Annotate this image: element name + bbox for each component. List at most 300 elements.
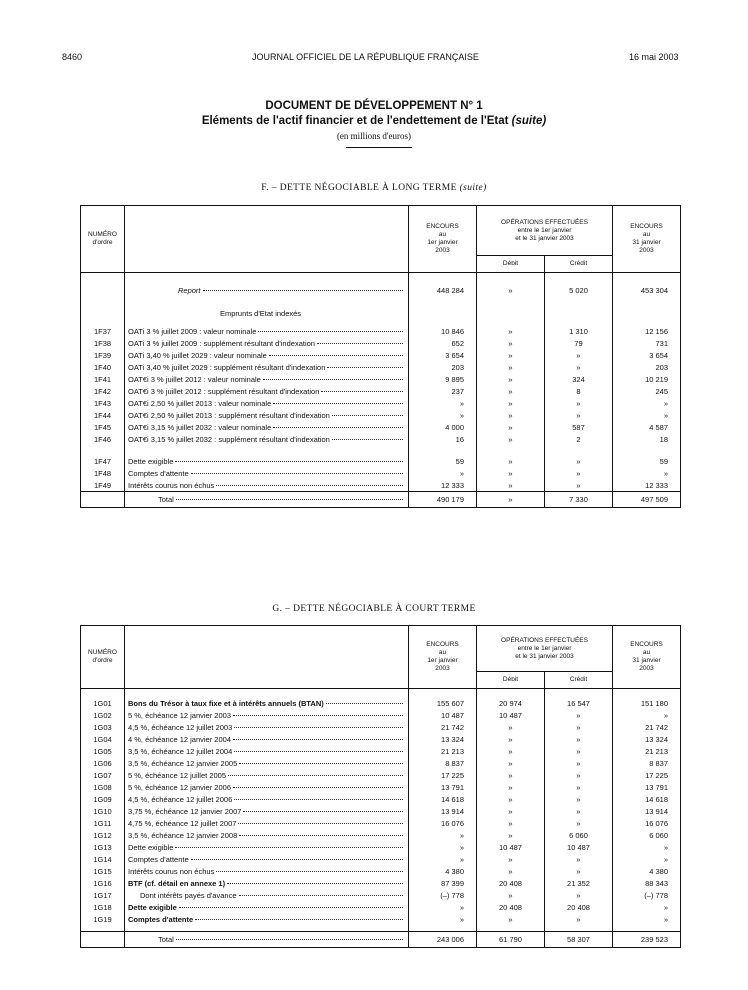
col-header-encours-fin: ENCOURS au 31 janvier 2003 <box>613 206 681 273</box>
row-label-text: OATi 3 % juillet 2009 : valeur nominale <box>128 326 257 336</box>
row-number <box>81 301 125 325</box>
dot-leader <box>327 367 403 368</box>
encours-fin-cell: 731 <box>655 338 669 348</box>
row-label <box>125 932 409 948</box>
table-row <box>81 721 681 733</box>
section-f-title-text: F. – DETTE NÉGOCIABLE À LONG TERME <box>261 183 457 193</box>
debit-cell: » <box>477 769 545 781</box>
row-number: 1F41 <box>81 373 125 385</box>
document-subtitle <box>0 115 748 127</box>
debit-cell: » <box>477 913 545 925</box>
row-label-text: 3,5 %, échéance 12 janvier 2005 <box>128 758 238 768</box>
encours-fin-cell: 4 380 <box>649 866 669 876</box>
spacer-cell <box>613 689 681 698</box>
col-header-label <box>125 206 409 273</box>
credit-cell: » <box>545 817 613 829</box>
dot-leader <box>239 763 403 764</box>
debit-cell: » <box>477 757 545 769</box>
row-label <box>125 829 409 841</box>
debit-cell: » <box>477 397 545 409</box>
table-row <box>81 479 681 492</box>
encours-debut-cell: 243 006 <box>409 932 477 948</box>
encours-fin-cell: » <box>663 398 669 408</box>
dot-leader <box>263 379 403 380</box>
row-label-text: BTF (cf. détail en annexe 1) <box>128 878 226 888</box>
encours-debut-cell: » <box>409 901 477 913</box>
credit-cell: » <box>545 349 613 361</box>
debit-cell: » <box>477 492 545 508</box>
table-row <box>81 697 681 709</box>
table-row <box>81 455 681 467</box>
col-header-operations: OPÉRATIONS EFFECTUÉES entre le 1er janvier et le 31 janvier 2003 <box>477 626 613 672</box>
dot-leader <box>176 499 403 500</box>
debit-cell: » <box>477 467 545 479</box>
credit-cell: 10 487 <box>545 841 613 853</box>
spacer-cell <box>477 445 545 455</box>
credit-cell: » <box>545 733 613 745</box>
table-row <box>81 733 681 745</box>
credit-cell: » <box>545 913 613 925</box>
row-label <box>125 841 409 853</box>
row-label <box>125 913 409 925</box>
row-label <box>125 421 409 433</box>
row-label <box>125 889 409 901</box>
encours-debut-cell: 10 487 <box>409 709 477 721</box>
encours-fin-cell: 10 219 <box>645 374 669 384</box>
debit-cell: » <box>477 865 545 877</box>
encours-fin-cell: 12 333 <box>645 480 669 490</box>
table-row <box>81 829 681 841</box>
credit-cell: » <box>545 361 613 373</box>
row-label <box>125 397 409 409</box>
row-label <box>125 781 409 793</box>
row-label <box>125 325 409 337</box>
row-number: 1G04 <box>81 733 125 745</box>
encours-debut-cell: 13 914 <box>409 805 477 817</box>
encours-debut-cell: » <box>409 841 477 853</box>
row-number: 1F46 <box>81 433 125 445</box>
row-label-text: Dette exigible <box>128 842 174 852</box>
subtitle-suite: (suite) <box>511 115 547 127</box>
credit-cell: 58 307 <box>545 932 613 948</box>
dot-leader <box>227 883 403 884</box>
debit-cell: » <box>477 721 545 733</box>
row-number: 1G12 <box>81 829 125 841</box>
credit-cell: » <box>545 853 613 865</box>
table-row <box>81 853 681 865</box>
dot-leader <box>176 939 403 940</box>
debit-cell: » <box>477 279 545 301</box>
encours-debut-cell: » <box>409 829 477 841</box>
debit-cell: » <box>477 479 545 492</box>
row-label <box>125 877 409 889</box>
credit-cell: » <box>545 721 613 733</box>
row-label <box>125 721 409 733</box>
encours-debut-cell: 17 225 <box>409 769 477 781</box>
debit-cell: 10 487 <box>477 841 545 853</box>
row-number <box>81 279 125 301</box>
credit-cell: 16 547 <box>545 697 613 709</box>
credit-cell: 8 <box>545 385 613 397</box>
encours-fin-cell: 3 654 <box>649 350 669 360</box>
row-label-text: 5 %, échéance 12 janvier 2006 <box>128 782 231 792</box>
row-number: 1G03 <box>81 721 125 733</box>
row-number: 1G18 <box>81 901 125 913</box>
debit-cell: » <box>477 829 545 841</box>
col-header-credit: Crédit <box>545 256 613 273</box>
table-row <box>81 409 681 421</box>
row-number: 1G08 <box>81 781 125 793</box>
encours-debut-cell: 16 076 <box>409 817 477 829</box>
table-row <box>81 865 681 877</box>
row-label-text: OAT€i 2,50 % juillet 2013 : supplément résultant d'indexation <box>128 410 330 420</box>
row-label <box>125 769 409 781</box>
credit-cell: » <box>545 745 613 757</box>
table-row <box>81 889 681 901</box>
encours-fin-cell: 21 213 <box>645 746 669 756</box>
section-g-title: G. – DETTE NÉGOCIABLE À COURT TERME <box>272 604 476 614</box>
subtitle-text: Eléments de l'actif financier et de l'endettement de l'Etat <box>201 115 509 127</box>
section-f-suite: (suite) <box>459 183 487 193</box>
encours-fin-cell: 13 791 <box>645 782 669 792</box>
row-number: 1G02 <box>81 709 125 721</box>
credit-cell: 2 <box>545 433 613 445</box>
spacer-row <box>81 445 681 455</box>
row-label <box>125 793 409 805</box>
debit-cell: 10 487 <box>477 709 545 721</box>
debit-cell: » <box>477 853 545 865</box>
col-header-credit: Crédit <box>545 672 613 689</box>
row-label-text: Intérêts courus non échus <box>128 866 215 876</box>
credit-cell: » <box>545 409 613 421</box>
encours-debut-cell: 8 837 <box>409 757 477 769</box>
row-number <box>81 932 125 948</box>
row-label <box>125 805 409 817</box>
spacer-cell <box>545 689 613 698</box>
encours-debut-cell: 12 333 <box>409 479 477 492</box>
row-label <box>125 373 409 385</box>
spacer-cell <box>81 689 125 698</box>
report-row <box>81 279 681 301</box>
row-label <box>125 433 409 445</box>
encours-fin-cell: 59 <box>659 456 669 466</box>
encours-fin-cell: » <box>663 842 669 852</box>
journal-title: JOURNAL OFFICIEL DE LA RÉPUBLIQUE FRANÇAISE <box>252 52 479 62</box>
encours-fin-cell: 17 225 <box>645 770 669 780</box>
debit-cell: » <box>477 349 545 361</box>
dot-leader <box>233 787 403 788</box>
encours-debut-cell: » <box>409 397 477 409</box>
dot-leader <box>234 799 403 800</box>
debit-cell: » <box>477 455 545 467</box>
dot-leader <box>321 391 403 392</box>
table-row <box>81 709 681 721</box>
debit-cell: » <box>477 745 545 757</box>
encours-debut-cell: » <box>409 853 477 865</box>
row-number: 1G05 <box>81 745 125 757</box>
row-label-text: 4,75 %, échéance 12 juillet 2007 <box>128 818 237 828</box>
dot-leader <box>239 835 403 836</box>
dot-leader <box>191 473 403 474</box>
debit-cell: 61 790 <box>477 932 545 948</box>
row-number <box>81 492 125 508</box>
row-label <box>125 697 409 709</box>
spacer-cell <box>545 445 613 455</box>
debit-cell: » <box>477 361 545 373</box>
credit-cell: » <box>545 397 613 409</box>
row-label <box>125 745 409 757</box>
debit-cell: 20 974 <box>477 697 545 709</box>
table-row <box>81 397 681 409</box>
table-row <box>81 769 681 781</box>
row-number: 1F45 <box>81 421 125 433</box>
row-label-text: OAT€i 3 % juillet 2012 : supplément résultant d'indexation <box>128 386 320 396</box>
encours-debut-cell: 87 399 <box>409 877 477 889</box>
dot-leader <box>258 331 403 332</box>
encours-debut-cell: 13 324 <box>409 733 477 745</box>
row-label <box>125 901 409 913</box>
dot-leader <box>203 290 403 291</box>
col-header-operations: OPÉRATIONS EFFECTUÉES entre le 1er janvier et le 31 janvier 2003 <box>477 206 613 256</box>
credit-cell: 20 408 <box>545 901 613 913</box>
encours-debut-cell: 13 791 <box>409 781 477 793</box>
title-divider <box>346 147 412 148</box>
dot-leader <box>273 403 403 404</box>
table-row <box>81 901 681 913</box>
row-number: 1G19 <box>81 913 125 925</box>
empty-cell <box>409 301 477 325</box>
table-row <box>81 793 681 805</box>
spacer-cell <box>477 689 545 698</box>
row-label <box>125 349 409 361</box>
dot-leader <box>175 847 403 848</box>
row-label <box>125 709 409 721</box>
encours-fin-cell: 18 <box>659 434 669 444</box>
encours-fin-cell: » <box>663 710 669 720</box>
encours-debut-cell: 16 <box>409 433 477 445</box>
table-row <box>81 805 681 817</box>
spacer-cell <box>409 445 477 455</box>
credit-cell: » <box>545 479 613 492</box>
debit-cell: » <box>477 733 545 745</box>
debit-cell: » <box>477 373 545 385</box>
dot-leader <box>179 907 403 908</box>
table-row <box>81 385 681 397</box>
encours-fin-cell: 16 076 <box>645 818 669 828</box>
row-number: 1G17 <box>81 889 125 901</box>
table-row <box>81 817 681 829</box>
table-row <box>81 877 681 889</box>
credit-cell: 6 060 <box>545 829 613 841</box>
spacer-cell <box>81 445 125 455</box>
row-label-text: OATi 3,40 % juillet 2029 : supplément résultant d'indexation <box>128 362 326 372</box>
dot-leader <box>317 343 403 344</box>
encours-fin-cell: 203 <box>655 362 669 372</box>
credit-cell: » <box>545 757 613 769</box>
encours-debut-cell: 203 <box>409 361 477 373</box>
debit-cell: » <box>477 337 545 349</box>
encours-fin-cell: 13 324 <box>645 734 669 744</box>
table-row <box>81 361 681 373</box>
spacer-row <box>81 689 681 698</box>
row-label <box>125 337 409 349</box>
row-label-text: Dont intérêts payés d'avance <box>140 890 237 900</box>
encours-debut-cell: 448 284 <box>409 279 477 301</box>
credit-cell: 7 330 <box>545 492 613 508</box>
encours-fin-cell: 12 156 <box>645 326 669 336</box>
encours-debut-cell: (–) 778 <box>409 889 477 901</box>
row-number: 1G09 <box>81 793 125 805</box>
credit-cell: » <box>545 889 613 901</box>
row-label-text: OAT€i 3,15 % juillet 2032 : supplément résultant d'indexation <box>128 434 330 444</box>
report-label-text: Report <box>178 285 201 295</box>
encours-fin-cell: » <box>663 410 669 420</box>
credit-cell: » <box>545 781 613 793</box>
issue-date: 16 mai 2003 <box>629 52 679 62</box>
credit-cell: » <box>545 769 613 781</box>
row-number: 1F47 <box>81 455 125 467</box>
encours-fin-cell: » <box>663 468 669 478</box>
encours-debut-cell: 10 846 <box>409 325 477 337</box>
col-header-label <box>125 626 409 689</box>
spacer-cell <box>125 689 409 698</box>
col-header-encours-debut: ENCOURS au 1er janvier 2003 <box>409 626 477 689</box>
row-label-text: 4,5 %, échéance 12 juillet 2006 <box>128 794 233 804</box>
debit-cell: » <box>477 817 545 829</box>
credit-cell: » <box>545 709 613 721</box>
encours-fin-cell: » <box>663 914 669 924</box>
credit-cell: » <box>545 805 613 817</box>
debit-cell: 20 408 <box>477 901 545 913</box>
col-header-debit: Débit <box>477 672 545 689</box>
encours-debut-cell: 21 213 <box>409 745 477 757</box>
row-number: 1G07 <box>81 769 125 781</box>
table-long-term-debt <box>80 205 681 508</box>
row-label-text: 4 %, échéance 12 janvier 2004 <box>128 734 231 744</box>
dot-leader <box>234 751 403 752</box>
debit-cell: » <box>477 781 545 793</box>
row-label-text: Dette exigible <box>128 456 174 466</box>
credit-cell: 21 352 <box>545 877 613 889</box>
spacer-cell <box>409 689 477 698</box>
table-short-term-debt <box>80 625 681 948</box>
encours-debut-cell: » <box>409 409 477 421</box>
encours-fin-cell: 88 343 <box>645 878 669 888</box>
row-number: 1G16 <box>81 877 125 889</box>
dot-leader <box>326 703 403 704</box>
encours-debut-cell: » <box>409 913 477 925</box>
credit-cell: » <box>545 455 613 467</box>
row-label <box>125 733 409 745</box>
credit-cell: » <box>545 793 613 805</box>
table-row <box>81 841 681 853</box>
encours-fin-cell: 13 914 <box>645 806 669 816</box>
dot-leader <box>234 727 403 728</box>
dot-leader <box>195 919 403 920</box>
credit-cell: 587 <box>545 421 613 433</box>
encours-debut-cell: 21 742 <box>409 721 477 733</box>
encours-fin-cell: » <box>663 854 669 864</box>
report-label <box>125 279 409 301</box>
dot-leader <box>269 355 403 356</box>
spacer-cell <box>613 445 681 455</box>
table-row <box>81 757 681 769</box>
spacer-cell <box>125 445 409 455</box>
debit-cell: » <box>477 409 545 421</box>
encours-debut-cell: 490 179 <box>409 492 477 508</box>
table-row <box>81 421 681 433</box>
total-row <box>81 492 681 508</box>
debit-cell: » <box>477 805 545 817</box>
row-label <box>125 757 409 769</box>
row-number: 1F38 <box>81 337 125 349</box>
page-number: 8460 <box>62 52 83 62</box>
encours-fin-cell: 6 060 <box>649 830 669 840</box>
row-label <box>125 361 409 373</box>
encours-debut-cell: 4 380 <box>409 865 477 877</box>
row-label <box>125 865 409 877</box>
table-row <box>81 349 681 361</box>
encours-fin-cell: 245 <box>655 386 669 396</box>
row-label <box>125 479 409 492</box>
credit-cell: 1 310 <box>545 325 613 337</box>
empty-cell <box>613 301 681 325</box>
encours-fin-cell: (–) 778 <box>644 890 669 900</box>
row-number: 1F37 <box>81 325 125 337</box>
row-label-text: Dette exigible <box>128 902 177 912</box>
row-label <box>125 455 409 467</box>
row-label-text: Comptes d'attente <box>128 914 194 924</box>
debit-cell: » <box>477 385 545 397</box>
table-row <box>81 781 681 793</box>
debit-cell: » <box>477 421 545 433</box>
table-row <box>81 337 681 349</box>
encours-debut-cell: 652 <box>409 337 477 349</box>
row-number: 1G10 <box>81 805 125 817</box>
group-row <box>81 301 681 325</box>
unit-note: (en millions d'euros) <box>336 131 412 141</box>
dot-leader <box>233 739 403 740</box>
encours-debut-cell: » <box>409 467 477 479</box>
row-number: 1F40 <box>81 361 125 373</box>
table-row <box>81 373 681 385</box>
dot-leader <box>175 461 403 462</box>
col-header-encours-fin: ENCOURS au 31 janvier 2003 <box>613 626 681 689</box>
row-label <box>125 409 409 421</box>
credit-cell: » <box>545 467 613 479</box>
row-number: 1F42 <box>81 385 125 397</box>
dot-leader <box>191 859 403 860</box>
col-header-numero: NUMÉRO d'ordre <box>81 206 125 273</box>
col-header-debit: Débit <box>477 256 545 273</box>
row-label-text: 5 %, échéance 12 janvier 2003 <box>128 710 231 720</box>
credit-cell: 324 <box>545 373 613 385</box>
dot-leader <box>239 895 404 896</box>
dot-leader <box>228 775 403 776</box>
dot-leader <box>243 811 403 812</box>
row-label <box>125 467 409 479</box>
row-number: 1F39 <box>81 349 125 361</box>
col-header-encours-debut: ENCOURS au 1er janvier 2003 <box>409 206 477 273</box>
row-label-text: Total <box>158 935 174 944</box>
row-number: 1F44 <box>81 409 125 421</box>
group-label: Emprunts d'Etat indexés <box>125 301 409 325</box>
encours-debut-cell: 3 654 <box>409 349 477 361</box>
section-f-title <box>0 183 748 193</box>
debit-cell: » <box>477 433 545 445</box>
credit-cell: » <box>545 865 613 877</box>
row-label-text: OATi 3 % juillet 2009 : supplément résultant d'indexation <box>128 338 315 348</box>
